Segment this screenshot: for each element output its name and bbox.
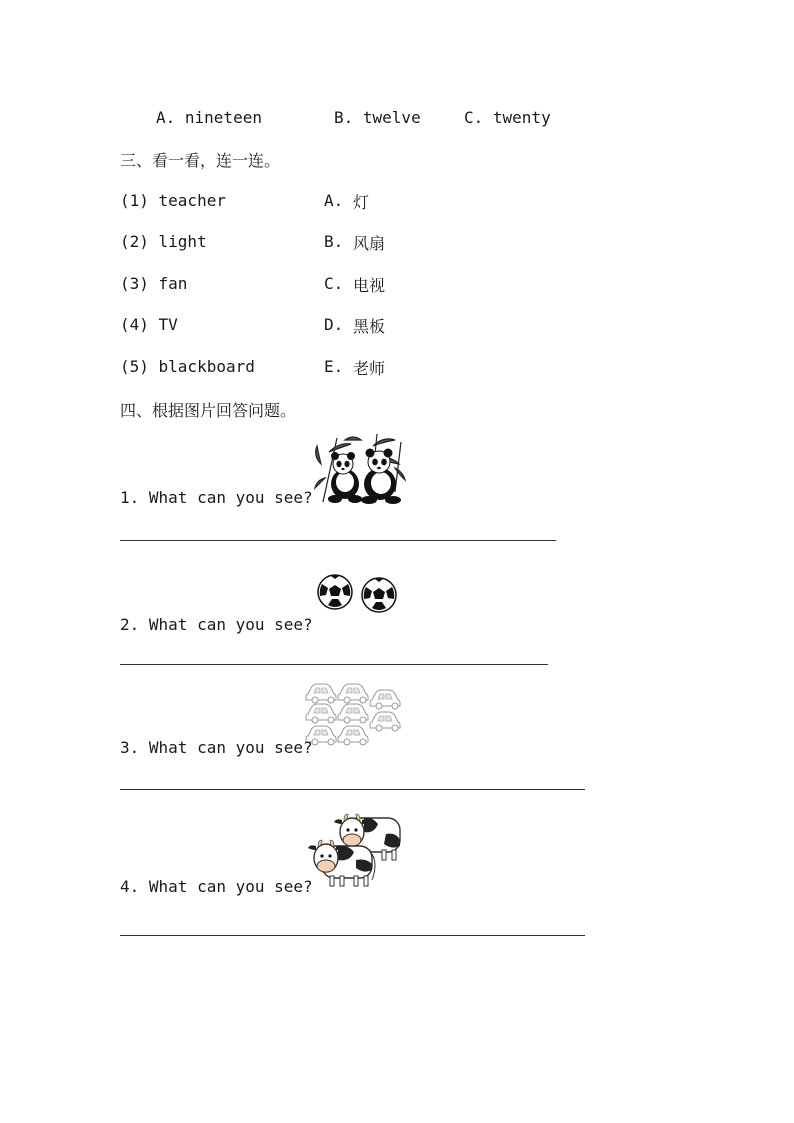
match-left-5: (5) blackboard xyxy=(120,357,255,376)
soccer-balls-picture xyxy=(317,574,399,614)
match-right-word-c: 电视 xyxy=(353,276,386,295)
match-right-word-d: 黑板 xyxy=(353,317,386,336)
match-left-1: (1) teacher xyxy=(120,191,226,210)
match-right-word-e: 老师 xyxy=(353,359,386,378)
match-left-2: (2) light xyxy=(120,232,207,251)
question-4: 4. What can you see? xyxy=(120,877,313,896)
answer-line-4[interactable] xyxy=(120,935,585,936)
match-right-letter-a: A. xyxy=(324,191,344,210)
match-right-letter-b: B. xyxy=(324,232,344,251)
cows-picture xyxy=(306,810,406,890)
cars-picture xyxy=(306,682,402,746)
panda-picture xyxy=(315,432,407,506)
section4-heading: 四、根据图片回答问题。 xyxy=(120,401,297,420)
option-a: A. nineteen xyxy=(156,108,262,127)
section3-heading: 三、看一看，连一连。 xyxy=(120,151,281,170)
option-c: C. twenty xyxy=(464,108,551,127)
question-3: 3. What can you see? xyxy=(120,738,313,757)
match-left-4: (4) TV xyxy=(120,315,178,334)
answer-line-3[interactable] xyxy=(120,789,585,790)
answer-line-2[interactable] xyxy=(120,664,548,665)
match-left-3: (3) fan xyxy=(120,274,188,293)
match-right-letter-e: E. xyxy=(324,357,344,376)
question-1: 1. What can you see? xyxy=(120,488,313,507)
answer-line-1[interactable] xyxy=(120,540,556,541)
question-2: 2. What can you see? xyxy=(120,615,313,634)
match-right-word-a: 灯 xyxy=(353,193,370,212)
match-right-word-b: 风扇 xyxy=(353,234,386,253)
option-b: B. twelve xyxy=(334,108,421,127)
match-right-letter-d: D. xyxy=(324,315,344,334)
match-right-letter-c: C. xyxy=(324,274,344,293)
